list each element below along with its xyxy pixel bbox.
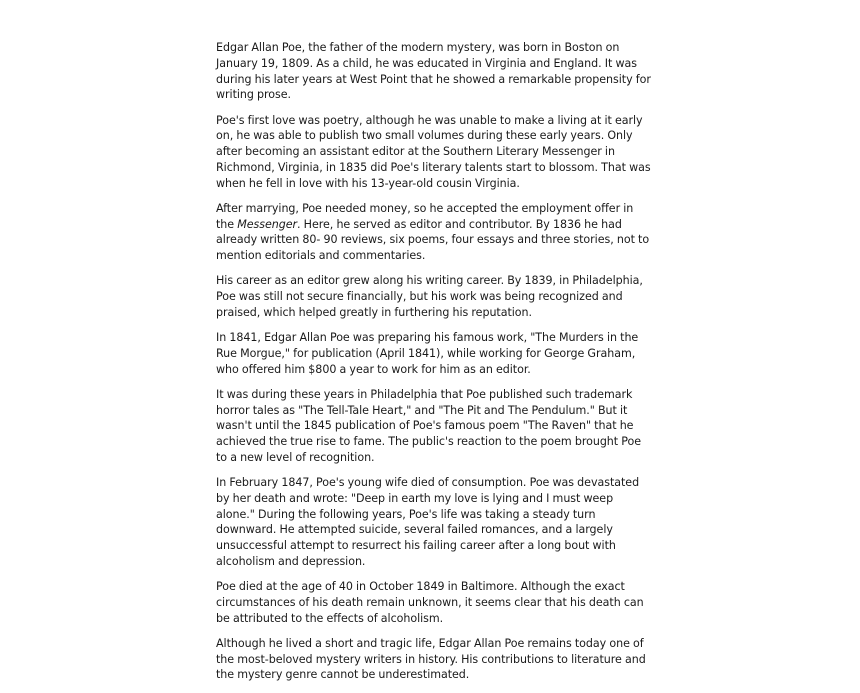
paragraph-5	[216, 330, 652, 377]
paragraph-2	[216, 113, 652, 192]
paragraph-text: In February 1847, Poe's young wife died of consumption. Poe was devastated by her death and wrote: "Deep in earth my love is lying and I must weep alone." During the following years, Poe's life was taking a steady turn downward. He attempted suicide, several failed romances, and a largely unsuccessful attempt to resurrect his failing career after a long bout with alcoholism and depression.	[216, 476, 640, 568]
paragraph-1	[216, 40, 652, 103]
paragraph-text: It was during these years in Philadelphia that Poe published such trademark horror tales as "The Tell-Tale Heart," and "The Pit and The Pendulum." But it wasn't until the 1845 publication of Poe's famous poem "The Raven" that he achieved the true rise to fame. The public's reaction to the poem brought Poe to a new level of recognition.	[216, 387, 642, 464]
document-body	[216, 40, 652, 693]
paragraph-text: Edgar Allan Poe, the father of the modern mystery, was born in Boston on January 19, 1809. As a child, he was educated in Virginia and England. It was during his later years at West Point that he showed a remarkable propensity for writing prose.	[216, 41, 651, 102]
paragraph-8	[216, 579, 652, 626]
paragraph-text: Poe died at the age of 40 in October 1849 in Baltimore. Although the exact circumstances of his death remain unknown, it seems clear that his death can be attributed to the effects of alcoholism.	[216, 580, 644, 625]
paragraph-6	[216, 387, 652, 466]
paragraph-4	[216, 273, 652, 320]
paragraph-text: Although he lived a short and tragic life, Edgar Allan Poe remains today one of the most-beloved mystery writers in history. His contributions to literature and the mystery genre cannot be underestimated.	[216, 636, 646, 682]
paragraph-text: His career as an editor grew along his writing career. By 1839, in Philadelphia, Poe was still not secure financially, but his work was being recognized and praised, which helped greatly in furthering his reputation.	[216, 274, 643, 319]
paragraph-text: Poe's first love was poetry, although he was unable to make a living at it early on, he was able to publish two small volumes during these early years. Only after becoming an assistant editor at the Southern Literary Messenger in Richmond, Virginia, in 1835 did Poe's literary talents start to blossom. That was when he fell in love with his 13-year-old cousin Virginia.	[216, 113, 651, 190]
paragraph-3	[216, 201, 652, 264]
paragraph-text: After marrying, Poe needed money, so he accepted the employment offer in the	[216, 201, 634, 231]
paragraph-text: . Here, he served as editor and contributor. By 1836 he had already written 80- 90 reviews, six poems, four essays and three stories, not to mention editorials and commentaries.	[216, 217, 650, 262]
italic-text: Messenger	[237, 217, 298, 231]
paragraph-text: In 1841, Edgar Allan Poe was preparing his famous work, "The Murders in the Rue Morgue," for publication (April 1841), while working for George Graham, who offered him $800 a year to work for him as an editor.	[216, 331, 639, 376]
paragraph-7	[216, 475, 652, 570]
